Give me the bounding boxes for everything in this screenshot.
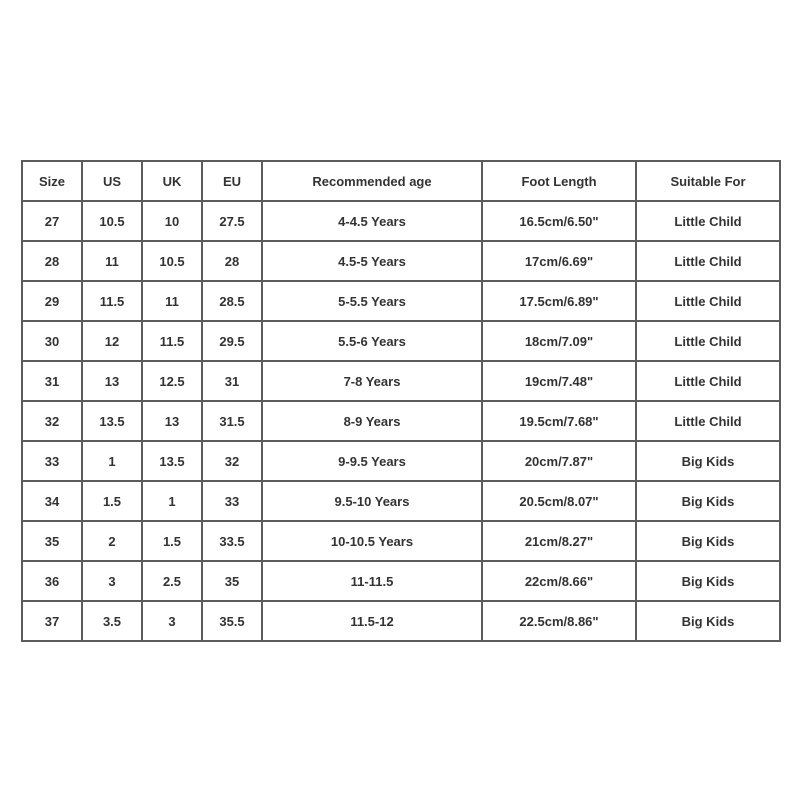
cell-uk: 3 — [142, 601, 202, 641]
cell-eu: 35.5 — [202, 601, 262, 641]
column-header-eu: EU — [202, 161, 262, 201]
table-header — [22, 161, 780, 201]
cell-recommended-age: 5.5-6 Years — [262, 321, 482, 361]
column-header-size: Size — [22, 161, 82, 201]
cell-suitable-for: Little Child — [636, 401, 780, 441]
cell-size: 37 — [22, 601, 82, 641]
cell-recommended-age: 4-4.5 Years — [262, 201, 482, 241]
cell-eu: 33.5 — [202, 521, 262, 561]
cell-size: 32 — [22, 401, 82, 441]
cell-eu: 31.5 — [202, 401, 262, 441]
table-row — [22, 401, 780, 441]
column-header-foot-length: Foot Length — [482, 161, 636, 201]
cell-us: 13.5 — [82, 401, 142, 441]
cell-foot-length: 22cm/8.66" — [482, 561, 636, 601]
cell-size: 28 — [22, 241, 82, 281]
column-header-suitable-for: Suitable For — [636, 161, 780, 201]
cell-recommended-age: 7-8 Years — [262, 361, 482, 401]
cell-uk: 10.5 — [142, 241, 202, 281]
cell-foot-length: 19.5cm/7.68" — [482, 401, 636, 441]
cell-us: 13 — [82, 361, 142, 401]
cell-us: 3.5 — [82, 601, 142, 641]
table-row — [22, 481, 780, 521]
cell-uk: 11 — [142, 281, 202, 321]
column-header-uk: UK — [142, 161, 202, 201]
cell-size: 30 — [22, 321, 82, 361]
table-row — [22, 441, 780, 481]
cell-recommended-age: 4.5-5 Years — [262, 241, 482, 281]
cell-recommended-age: 9.5-10 Years — [262, 481, 482, 521]
cell-size: 34 — [22, 481, 82, 521]
cell-size: 27 — [22, 201, 82, 241]
cell-suitable-for: Little Child — [636, 241, 780, 281]
cell-recommended-age: 10-10.5 Years — [262, 521, 482, 561]
cell-foot-length: 17cm/6.69" — [482, 241, 636, 281]
cell-us: 11 — [82, 241, 142, 281]
cell-suitable-for: Little Child — [636, 321, 780, 361]
cell-us: 11.5 — [82, 281, 142, 321]
cell-eu: 29.5 — [202, 321, 262, 361]
cell-us: 1.5 — [82, 481, 142, 521]
cell-foot-length: 18cm/7.09" — [482, 321, 636, 361]
cell-recommended-age: 9-9.5 Years — [262, 441, 482, 481]
cell-uk: 1 — [142, 481, 202, 521]
cell-suitable-for: Big Kids — [636, 561, 780, 601]
cell-eu: 32 — [202, 441, 262, 481]
cell-size: 35 — [22, 521, 82, 561]
cell-eu: 33 — [202, 481, 262, 521]
cell-foot-length: 20.5cm/8.07" — [482, 481, 636, 521]
cell-size: 29 — [22, 281, 82, 321]
table-body — [22, 201, 780, 641]
cell-suitable-for: Little Child — [636, 201, 780, 241]
cell-size: 36 — [22, 561, 82, 601]
cell-us: 12 — [82, 321, 142, 361]
table-row — [22, 561, 780, 601]
cell-uk: 12.5 — [142, 361, 202, 401]
cell-suitable-for: Little Child — [636, 361, 780, 401]
cell-recommended-age: 8-9 Years — [262, 401, 482, 441]
cell-foot-length: 16.5cm/6.50" — [482, 201, 636, 241]
cell-eu: 31 — [202, 361, 262, 401]
cell-suitable-for: Big Kids — [636, 601, 780, 641]
cell-us: 10.5 — [82, 201, 142, 241]
cell-size: 31 — [22, 361, 82, 401]
cell-us: 2 — [82, 521, 142, 561]
table-row — [22, 321, 780, 361]
table-row — [22, 241, 780, 281]
cell-foot-length: 20cm/7.87" — [482, 441, 636, 481]
table-row — [22, 601, 780, 641]
cell-recommended-age: 5-5.5 Years — [262, 281, 482, 321]
cell-eu: 35 — [202, 561, 262, 601]
cell-suitable-for: Big Kids — [636, 441, 780, 481]
header-row — [22, 161, 780, 201]
table-row — [22, 361, 780, 401]
cell-foot-length: 22.5cm/8.86" — [482, 601, 636, 641]
cell-foot-length: 21cm/8.27" — [482, 521, 636, 561]
table-row — [22, 281, 780, 321]
cell-us: 1 — [82, 441, 142, 481]
cell-uk: 13 — [142, 401, 202, 441]
cell-us: 3 — [82, 561, 142, 601]
cell-recommended-age: 11.5-12 — [262, 601, 482, 641]
cell-suitable-for: Little Child — [636, 281, 780, 321]
shoe-size-chart-table — [21, 160, 781, 642]
table-row — [22, 201, 780, 241]
cell-foot-length: 19cm/7.48" — [482, 361, 636, 401]
cell-size: 33 — [22, 441, 82, 481]
cell-suitable-for: Big Kids — [636, 521, 780, 561]
cell-eu: 28 — [202, 241, 262, 281]
cell-eu: 28.5 — [202, 281, 262, 321]
cell-foot-length: 17.5cm/6.89" — [482, 281, 636, 321]
cell-eu: 27.5 — [202, 201, 262, 241]
cell-uk: 10 — [142, 201, 202, 241]
column-header-us: US — [82, 161, 142, 201]
cell-uk: 1.5 — [142, 521, 202, 561]
column-header-recommended-age: Recommended age — [262, 161, 482, 201]
cell-suitable-for: Big Kids — [636, 481, 780, 521]
cell-uk: 11.5 — [142, 321, 202, 361]
cell-recommended-age: 11-11.5 — [262, 561, 482, 601]
cell-uk: 13.5 — [142, 441, 202, 481]
cell-uk: 2.5 — [142, 561, 202, 601]
table-row — [22, 521, 780, 561]
